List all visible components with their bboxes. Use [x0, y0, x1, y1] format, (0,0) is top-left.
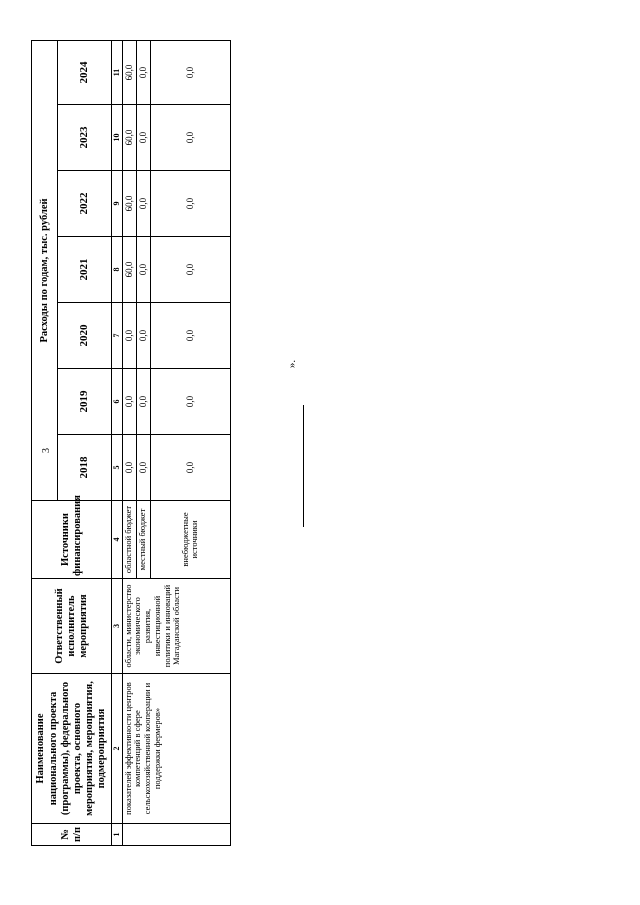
funding-value: 60,0: [122, 237, 136, 303]
funding-value: 0,0: [150, 40, 230, 104]
funding-value: 60,0: [122, 40, 136, 104]
row-number-cell: [122, 824, 230, 846]
year-2024: 2024: [58, 40, 112, 104]
year-2021: 2021: [58, 237, 112, 303]
funding-value: 0,0: [136, 171, 150, 237]
funding-value: 0,0: [136, 369, 150, 435]
funding-value: 0,0: [136, 40, 150, 104]
funding-value: 0,0: [122, 435, 136, 501]
funding-value: 60,0: [122, 105, 136, 171]
col-number: 4: [112, 501, 122, 579]
funding-value: 0,0: [150, 369, 230, 435]
col-number: 8: [112, 237, 122, 303]
header-expenses: Расходы по годам, тыс. рублей: [32, 40, 58, 500]
funding-value: 60,0: [122, 171, 136, 237]
row-name: показателей эффективности центров компетенций в сфере сельскохозяйственной кооперации и поддержки фермеров»: [122, 674, 230, 824]
closing-quote: ».: [286, 359, 299, 369]
col-number: 9: [112, 171, 122, 237]
funding-value: 0,0: [136, 237, 150, 303]
col-number: 11: [112, 40, 122, 104]
year-2018: 2018: [58, 435, 112, 501]
funding-source: внебюджетные источники: [150, 501, 230, 579]
funding-value: 0,0: [136, 105, 150, 171]
col-number: 3: [112, 579, 122, 674]
funding-source: местный бюджет: [136, 501, 150, 579]
header-name: Наименование национального проекта (программы), федерального проекта, основного мероприятия, мероприятия, подмероприятия: [32, 674, 112, 824]
col-number: 1: [112, 824, 122, 846]
financing-table-wrapper: [31, 41, 231, 846]
funding-value: 0,0: [150, 435, 230, 501]
funding-value: 0,0: [136, 303, 150, 369]
funding-value: 0,0: [122, 369, 136, 435]
page-number: 3: [41, 448, 52, 453]
funding-value: 0,0: [150, 105, 230, 171]
header-executor: Ответственный исполнитель мероприятия: [32, 579, 112, 674]
funding-value: 0,0: [136, 435, 150, 501]
closing-rule: [303, 405, 304, 527]
header-sources: Источники финансирования: [32, 501, 112, 579]
col-number: 5: [112, 435, 122, 501]
col-number: 7: [112, 303, 122, 369]
column-number-row: [112, 40, 122, 845]
year-2023: 2023: [58, 105, 112, 171]
header-num: № п/п: [32, 824, 112, 846]
funding-value: 0,0: [150, 237, 230, 303]
table-row: [122, 40, 136, 845]
funding-value: 0,0: [150, 303, 230, 369]
year-2020: 2020: [58, 303, 112, 369]
col-number: 2: [112, 674, 122, 824]
year-2022: 2022: [58, 171, 112, 237]
year-2019: 2019: [58, 369, 112, 435]
financing-table: [31, 40, 231, 846]
col-number: 10: [112, 105, 122, 171]
funding-value: 0,0: [122, 303, 136, 369]
col-number: 6: [112, 369, 122, 435]
row-executor: области, министерство экономического развития, инвестиционной политики и инноваций Магаданской области: [122, 579, 230, 674]
funding-value: 0,0: [150, 171, 230, 237]
funding-source: областной бюджет: [122, 501, 136, 579]
